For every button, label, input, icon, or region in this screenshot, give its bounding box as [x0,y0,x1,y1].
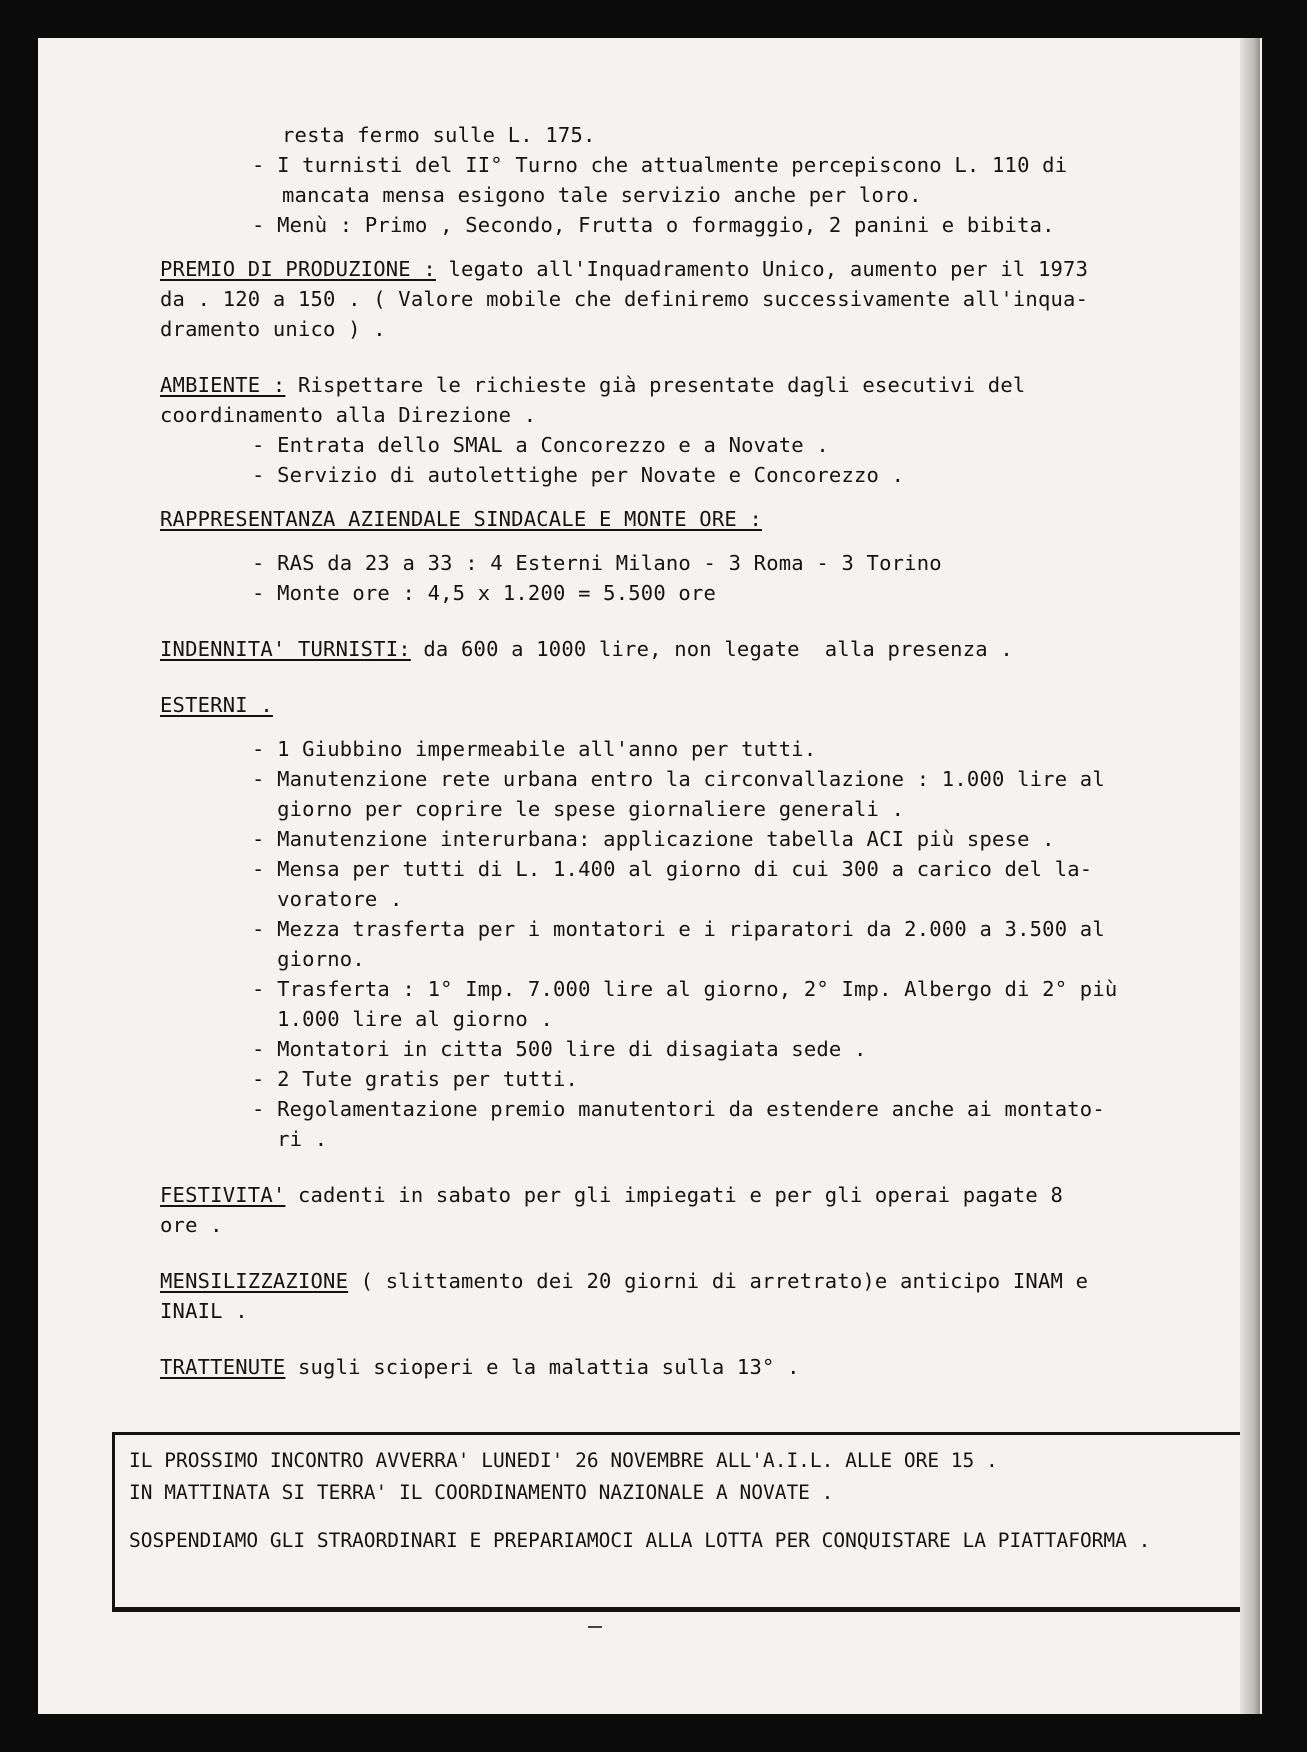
mensilizzazione-text: INAIL . [160,1299,248,1323]
list-item: - 2 Tute gratis per tutti. [252,1067,579,1091]
list-item: - Regolamentazione premio manutentori da estendere anche ai montato- [252,1097,1105,1121]
notice-box [112,1432,1250,1612]
list-item: - Servizio di autolettighe per Novate e Concorezzo . [252,463,905,487]
document-body [160,120,1272,1382]
mensilizzazione-text: ( slittamento dei 20 giorni di arretrato)e anticipo INAM e [348,1269,1089,1293]
mensilizzazione-section [160,1266,1272,1296]
intro-line: - I turnisti del II° Turno che attualmente percepiscono L. 110 di [252,153,1068,177]
esterni-heading: ESTERNI . [160,693,273,717]
ambiente-text: Rispettare le richieste già presentate dagli esecutivi del [285,373,1026,397]
premio-text: da . 120 a 150 . ( Valore mobile che definiremo successivamente all'inqua- [160,287,1089,311]
intro-line: mancata mensa esigono tale servizio anche per loro. [282,183,922,207]
ambiente-text: coordinamento alla Direzione . [160,403,537,427]
list-item: - 1 Giubbino impermeabile all'anno per tutti. [252,737,817,761]
list-item: voratore . [252,887,403,911]
notice-line: SOSPENDIAMO GLI STRAORDINARI E PREPARIAMOCI ALLA LOTTA PER CONQUISTARE LA PIATTAFORMA . [129,1529,1151,1552]
festivita-text: ore . [160,1213,223,1237]
intro-line: resta fermo sulle L. 175. [282,123,596,147]
notice-line: IN MATTINATA SI TERRA' IL COORDINAMENTO NAZIONALE A NOVATE . [129,1481,834,1504]
rappresentanza-heading: RAPPRESENTANZA AZIENDALE SINDACALE E MONTE ORE : [160,507,763,531]
list-item: - RAS da 23 a 33 : 4 Esterni Milano - 3 Roma - 3 Torino [252,551,942,575]
ambiente-section [160,370,1272,400]
list-item: - Manutenzione rete urbana entro la circonvallazione : 1.000 lire al [252,767,1105,791]
trattenute-text: sugli scioperi e la malattia sulla 13° . [285,1355,800,1379]
list-item: 1.000 lire al giorno . [252,1007,554,1031]
mensilizzazione-heading: MENSILIZZAZIONE [160,1269,349,1293]
list-item: giorno. [252,947,365,971]
list-item: ri . [252,1127,328,1151]
notice-line: IL PROSSIMO INCONTRO AVVERRA' LUNEDI' 26 NOVEMBRE ALL'A.I.L. ALLE ORE 15 . [129,1449,998,1472]
indennita-text: da 600 a 1000 lire, non legate alla presenza . [410,637,1013,661]
premio-text: legato all'Inquadramento Unico, aumento per il 1973 [435,257,1089,281]
list-item: - Monte ore : 4,5 x 1.200 = 5.500 ore [252,581,717,605]
trattenute-section [160,1352,1272,1382]
trattenute-heading: TRATTENUTE [160,1355,286,1379]
intro-line: - Menù : Primo , Secondo, Frutta o formaggio, 2 panini e bibita. [252,213,1055,237]
indennita-heading: INDENNITA' TURNISTI: [160,637,411,661]
list-item: - Montatori in citta 500 lire di disagiata sede . [252,1037,867,1061]
premio-section [160,254,1272,284]
festivita-section [160,1180,1272,1210]
list-item: - Manutenzione interurbana: applicazione tabella ACI più spese . [252,827,1055,851]
list-item: giorno per coprire le spese giornaliere generali . [252,797,905,821]
binding-edge [1240,38,1260,1714]
indennita-section [160,634,1272,664]
list-item: - Entrata dello SMAL a Concorezzo e a Novate . [252,433,829,457]
list-item: - Trasferta : 1° Imp. 7.000 lire al giorno, 2° Imp. Albergo di 2° più [252,977,1118,1001]
festivita-heading: FESTIVITA' [160,1183,286,1207]
premio-text: dramento unico ) . [160,317,386,341]
festivita-text: cadenti in sabato per gli impiegati e per gli operai pagate 8 [285,1183,1064,1207]
stray-mark [588,1626,602,1628]
list-item: - Mezza trasferta per i montatori e i riparatori da 2.000 a 3.500 al [252,917,1105,941]
list-item: - Mensa per tutti di L. 1.400 al giorno di cui 300 a carico del la- [252,857,1093,881]
ambiente-heading: AMBIENTE : [160,373,286,397]
premio-heading: PREMIO DI PRODUZIONE : [160,257,436,281]
scan-border [1262,20,1307,1752]
